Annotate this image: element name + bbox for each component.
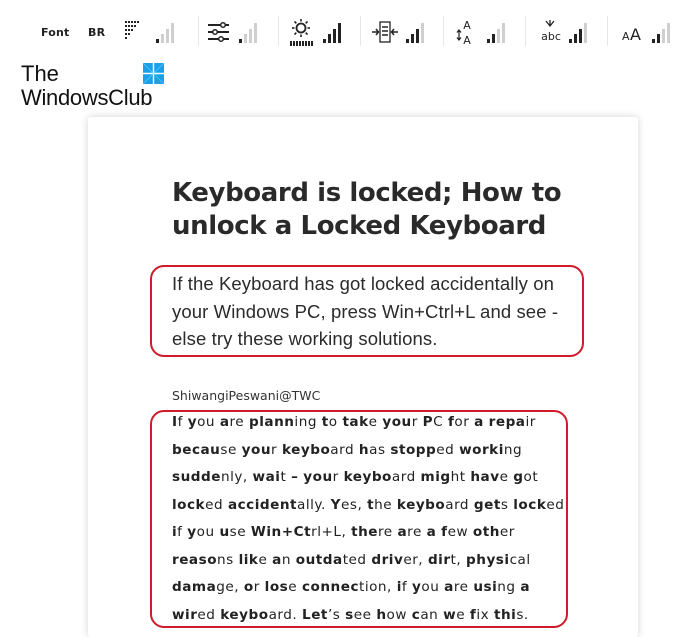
letter-spacing-level-bars[interactable] — [487, 22, 505, 43]
toolbar-divider — [198, 16, 199, 46]
reader-toolbar — [0, 14, 700, 50]
toolbar-divider — [525, 16, 526, 46]
toolbar-divider — [278, 16, 279, 46]
line-spacing-icon[interactable] — [207, 18, 231, 46]
summary-highlight-box — [150, 265, 584, 357]
toolbar-divider — [360, 16, 361, 46]
windows-flag-icon — [143, 63, 164, 84]
body-highlight-box — [150, 410, 568, 628]
font-button[interactable]: Font — [41, 26, 70, 39]
toolbar-divider — [607, 16, 608, 46]
indent-level-bars[interactable] — [406, 22, 424, 43]
svg-text:A: A — [622, 30, 630, 43]
logo-line-1: The — [21, 61, 59, 86]
font-size-icon[interactable] — [621, 18, 647, 48]
line-spacing-level-bars[interactable] — [239, 22, 257, 43]
font-size-level-bars[interactable] — [652, 22, 670, 43]
word-spacing-level-bars[interactable] — [569, 22, 587, 43]
site-logo[interactable] — [21, 62, 166, 112]
svg-text:abc: abc — [541, 30, 561, 43]
brightness-icon[interactable] — [289, 18, 315, 48]
article-summary: If the Keyboard has got locked accidentally on your Windows PC, press Win+Ctrl+L and see - else try these working solutions. — [172, 273, 559, 349]
bionic-reading-icon[interactable] — [124, 18, 146, 46]
bionic-reading-toggle[interactable]: BR — [88, 26, 106, 39]
svg-text:A: A — [463, 34, 471, 47]
text-indent-icon[interactable] — [371, 18, 399, 46]
article-card — [88, 117, 638, 637]
article-title: Keyboard is locked; How to unlock a Locked Keyboard — [172, 178, 562, 241]
svg-text:A: A — [463, 19, 471, 32]
word-spacing-icon[interactable] — [538, 18, 564, 48]
article-body: If you are planning to take your PC for a repair because your keyboard has stopped working suddenly, wait – your keyboard might have got locked accidentally. Yes, the keyboard gets locked if you use Win+Ctrl+L, there are a few other reasons like an outdated driver, dirt, physical damage, or lose connection, if you are using a wired keyboard. Let’s see how can we fix this. — [172, 414, 565, 623]
brightness-level-bars[interactable] — [323, 22, 341, 43]
toolbar-divider — [443, 16, 444, 46]
bionic-level-bars[interactable] — [156, 22, 174, 43]
logo-line-2: WindowsClub — [21, 85, 153, 110]
svg-text:A: A — [630, 25, 641, 44]
article-author: ShiwangiPeswani@TWC — [172, 388, 321, 403]
letter-spacing-icon[interactable] — [456, 18, 478, 48]
